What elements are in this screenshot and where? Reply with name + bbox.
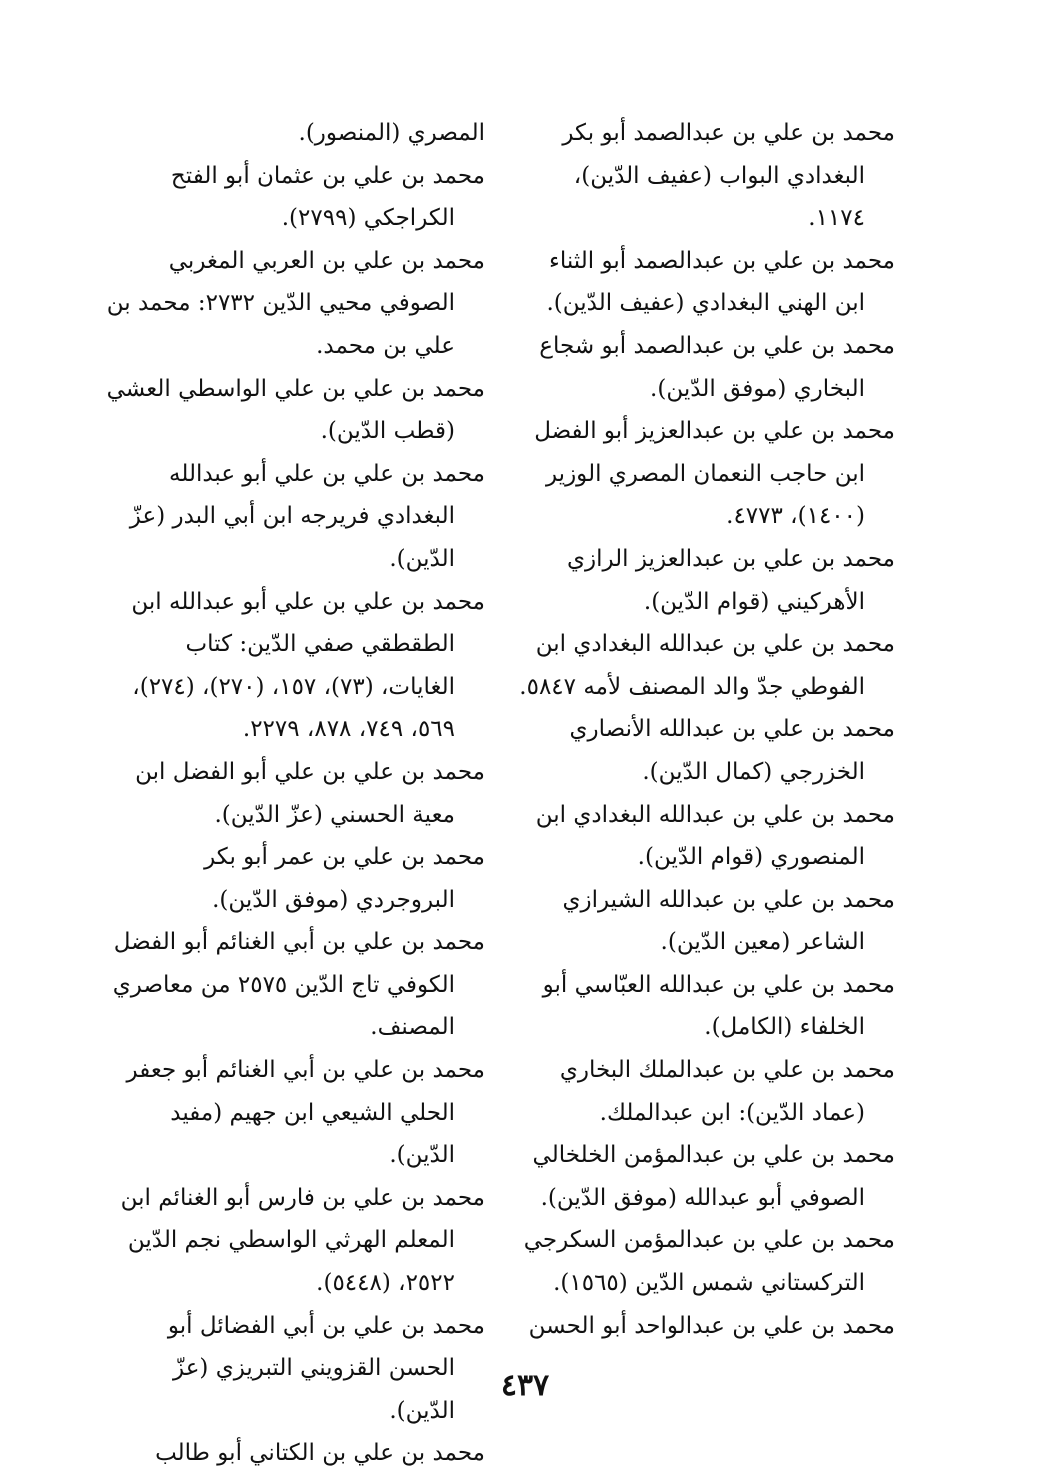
index-entry: محمد بن علي بن علي أبو الفضل ابن معية الحسني (عزّ الدّين). [135,758,485,828]
index-entry: محمد بن علي بن عبدالصمد أبو بكر البغدادي البواب (عفيف الدّين)، ١١٧٤. [562,120,895,232]
right-column [515,112,895,1347]
index-entry: محمد بن علي بن عبدالله العبّاسي أبو الخلفاء (الكامل). [542,971,895,1041]
index-entry: محمد بن علي بن العربي المغربي الصوفي محيي الدّين ٢٧٣٢: محمد بن علي بن محمد. [106,247,485,359]
index-entry: محمد بن علي بن عبدالمؤمن الخلخالي الصوفي أبو عبدالله (موفق الدّين). [532,1142,895,1211]
index-entry: محمد بن علي بن علي أبو عبدالله ابن الطقطقي صفي الدّين: كتاب الغايات، (٧٣)، ١٥٧، (٢٧٠)، (٢٧٤)، ٥٦٩، ٧٤٩، ٨٧٨، ٢٢٧٩. [131,588,485,743]
index-entry: محمد بن علي بن علي الواسطي العشي (قطب الدّين). [106,375,485,445]
index-entry: محمد بن علي بن فارس أبو الغنائم ابن المعلم الهرثي الواسطي نجم الدّين ٢٥٢٢، (٥٤٤٨). [120,1184,485,1297]
index-entry: محمد بن علي بن عبدالمؤمن السكرجي التركستاني شمس الدّين (١٥٦٥). [523,1227,895,1297]
index-entry: محمد بن علي بن عبدالواحد أبو الحسن [528,1312,895,1339]
left-column [105,112,485,1475]
index-entry: محمد بن علي بن عبدالملك البخاري (عماد الدّين): ابن عبدالملك. [559,1057,895,1126]
page-number: ٤٣٧ [500,1368,550,1403]
index-entry: محمد بن علي بن عثمان أبو الفتح الكراجكي (٢٧٩٩). [170,162,485,232]
index-entry: محمد بن علي بن أبي الغنائم أبو جعفر الحلي الشيعي ابن جهيم (مفيد الدّين). [126,1057,485,1169]
index-entry: محمد بن علي بن عبدالله البغدادي ابن المنصوري (قوام الدّين). [535,801,895,871]
index-entry: محمد بن علي بن أبي الفضائل أبو الحسن القزويني التبريزي (عزّ الدّين). [167,1312,485,1424]
index-entry: محمد بن علي بن عبدالصمد أبو شجاع البخاري (موفق الدّين). [539,332,895,402]
index-entry: محمد بن علي بن عبدالله البغدادي ابن الفوطي جدّ والد المصنف لأمه ٥٨٤٧. [519,631,895,700]
index-entry: محمد بن علي بن عمر أبو بكر البروجردي (موفق الدّين). [204,844,485,913]
index-entry: محمد بن علي بن عبدالعزيز الرازي الأهركيني (قوام الدّين). [566,545,895,615]
index-entry: المصري (المنصور). [298,120,485,146]
index-entry: محمد بن علي بن عبدالعزيز أبو الفضل ابن حاجب النعمان المصري الوزير (١٤٠٠)، ٤٧٧٣. [534,418,895,530]
index-entry: محمد بن علي بن علي أبو عبدالله البغدادي فريرجه ابن أبي البدر (عزّ الدّين). [129,460,485,572]
index-entry: محمد بن علي بن عبدالصمد أبو الثناء ابن الهني البغدادي (عفيف الدّين). [546,247,895,317]
index-entry: محمد بن علي بن عبدالله الأنصاري الخزرجي (كمال الدّين). [569,716,895,785]
index-entry: محمد بن علي بن الكتاني أبو طالب [155,1440,485,1467]
index-entry: محمد بن علي بن أبي الغنائم أبو الفضل الكوفي تاج الدّين ٢٥٧٥ من معاصري المصنف. [112,929,485,1041]
index-entry: محمد بن علي بن عبدالله الشيرازي الشاعر (معين الدّين). [562,886,895,956]
